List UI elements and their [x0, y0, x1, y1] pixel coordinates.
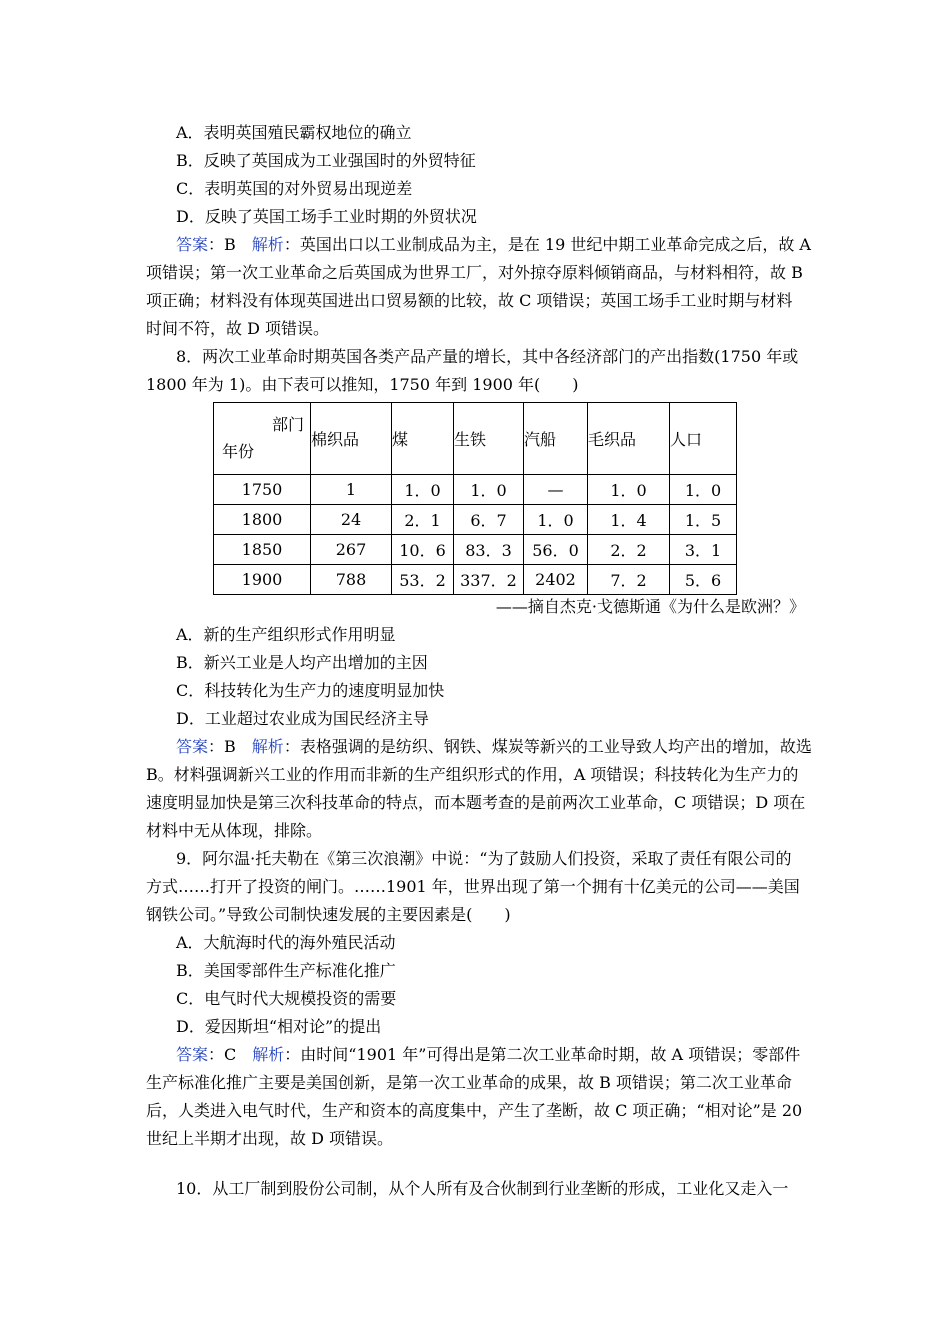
table-cell: 7．2 [588, 565, 670, 595]
table-cell: 788 [311, 565, 392, 595]
table-cell-year: 1800 [214, 505, 311, 535]
table-cell: 53．2 [392, 565, 454, 595]
table-header-row [214, 403, 737, 475]
table-cell: 3．1 [670, 535, 737, 565]
column-header: 汽船 [524, 403, 588, 475]
q9-analysis-text: ：由时间“1901 年”可得出是第二次工业革命时期，故 A 项错误；零部件 [284, 1045, 801, 1064]
q9-option-c: C．电气时代大规模投资的需要 [176, 989, 397, 1008]
q8-answer-label: 答案 [176, 737, 209, 756]
table-cell: 2402 [524, 565, 588, 595]
column-header: 毛织品 [588, 403, 670, 475]
corner-label-department: 部门 [271, 415, 304, 434]
q7-analysis-line-2: 项错误；第一次工业革命之后英国成为世界工厂，对外掠夺原料倾销商品，与材料相符，故 B [146, 263, 803, 282]
q8-analysis-line-4: 材料中无从体现，排除。 [146, 821, 323, 840]
table-cell: 1．0 [524, 505, 588, 535]
table-cell: 267 [311, 535, 392, 565]
q7-option-b: B．反映了英国成为工业强国时的外贸特征 [176, 151, 476, 170]
q9-analysis-line-4: 世纪上半期才出现，故 D 项错误。 [146, 1129, 394, 1148]
q9-analysis-line-3: 后，人类进入电气时代，生产和资本的高度集中，产生了垄断，故 C 项正确；“相对论”是 20 [146, 1101, 803, 1120]
q8-option-a: A．新的生产组织形式作用明显 [176, 625, 396, 644]
q9-stem-line-2: 方式……打开了投资的闸门。……1901 年，世界出现了第一个拥有十亿美元的公司——美国 [146, 877, 800, 896]
table-source-citation: ——摘自杰克·戈德斯通《为什么是欧洲？》 [495, 597, 805, 616]
q9-analysis-label: 解析 [252, 1045, 285, 1064]
q9-option-b: B．美国零部件生产标准化推广 [176, 961, 396, 980]
q9-analysis-line-2: 生产标准化推广主要是美国创新，是第一次工业革命的成果，故 B 项错误；第二次工业革命 [146, 1073, 792, 1092]
table-row [214, 505, 737, 535]
table-corner-cell [214, 403, 311, 475]
q8-analysis-line-3: 速度明显加快是第三次科技革命的特点，而本题考查的是前两次工业革命，C 项错误；D 项在 [146, 793, 806, 812]
table-cell: 10．6 [392, 535, 454, 565]
table-cell: 2．1 [392, 505, 454, 535]
q7-option-c: C．表明英国的对外贸易出现逆差 [176, 179, 413, 198]
q7-answer-label: 答案 [176, 235, 209, 254]
column-header: 人口 [670, 403, 737, 475]
corner-label-year: 年份 [222, 442, 255, 461]
q7-analysis-line-3: 项正确；材料没有体现英国进出口贸易额的比较，故 C 项错误；英国工场手工业时期与材料 [146, 291, 793, 310]
table-cell: 337．2 [454, 565, 524, 595]
table-cell-year: 1850 [214, 535, 311, 565]
q8-option-b: B．新兴工业是人均产出增加的主因 [176, 653, 428, 672]
table-cell: 5．6 [670, 565, 737, 595]
column-header: 生铁 [454, 403, 524, 475]
q7-option-a: A．表明英国殖民霸权地位的确立 [176, 123, 412, 142]
column-header: 煤 [392, 403, 454, 475]
q9-stem-line-3: 钢铁公司。”导致公司制快速发展的主要因素是( ) [146, 905, 511, 924]
q8-option-c: C．科技转化为生产力的速度明显加快 [176, 681, 445, 700]
table-row [214, 475, 737, 505]
output-index-table [213, 402, 737, 595]
column-header: 棉织品 [311, 403, 392, 475]
q7-analysis-text: ：英国出口以工业制成品为主，是在 19 世纪中期工业革命完成之后，故 A [283, 235, 811, 254]
q7-answer-value: ：B [208, 235, 236, 254]
q9-option-a: A．大航海时代的海外殖民活动 [176, 933, 396, 952]
table-cell: 24 [311, 505, 392, 535]
table-cell: 1．5 [670, 505, 737, 535]
table-cell: 1．4 [588, 505, 670, 535]
q8-stem-line-2: 1800 年为 1)。由下表可以推知，1750 年到 1900 年( ) [146, 375, 579, 394]
q9-option-d: D．爱因斯坦“相对论”的提出 [176, 1017, 382, 1036]
q9-answer-value: ：C [208, 1045, 237, 1064]
q8-analysis-text: ：表格强调的是纺织、钢铁、煤炭等新兴的工业导致人均产出的增加，故选 [283, 737, 812, 756]
q9-answer-label: 答案 [176, 1045, 209, 1064]
table-cell: 1．0 [392, 475, 454, 505]
table-cell: 1．0 [454, 475, 524, 505]
table-cell: 1．0 [670, 475, 737, 505]
q8-stem-line-1: 8．两次工业革命时期英国各类产品产量的增长，其中各经济部门的产出指数(1750 年或 [176, 347, 799, 366]
table-cell-year: 1900 [214, 565, 311, 595]
q9-answer-line [176, 1045, 840, 1067]
table-row [214, 565, 737, 595]
q8-analysis-label: 解析 [251, 737, 284, 756]
table-row [214, 535, 737, 565]
table-cell: — [524, 475, 588, 505]
q10-stem-line-1: 10．从工厂制到股份公司制，从个人所有及合伙制到行业垄断的形成，工业化又走入一 [176, 1179, 789, 1198]
table-cell: 6．7 [454, 505, 524, 535]
table-cell: 83．3 [454, 535, 524, 565]
q7-analysis-line-4: 时间不符，故 D 项错误。 [146, 319, 330, 338]
table-cell: 1．0 [588, 475, 670, 505]
q7-option-d: D．反映了英国工场手工业时期的外贸状况 [176, 207, 477, 226]
table-cell: 2．2 [588, 535, 670, 565]
q8-analysis-line-2: B。材料强调新兴工业的作用而非新的生产组织形式的作用，A 项错误；科技转化为生产力的 [146, 765, 799, 784]
table-cell: 1 [311, 475, 392, 505]
q7-analysis-label: 解析 [251, 235, 284, 254]
table-cell-year: 1750 [214, 475, 311, 505]
q8-answer-value: ：B [208, 737, 236, 756]
q8-option-d: D．工业超过农业成为国民经济主导 [176, 709, 429, 728]
q9-stem-line-1: 9．阿尔温·托夫勒在《第三次浪潮》中说：“为了鼓励人们投资，采取了责任有限公司的 [176, 849, 792, 868]
q8-answer-line [176, 737, 840, 759]
table-cell: 56．0 [524, 535, 588, 565]
q7-answer-line [176, 235, 840, 257]
